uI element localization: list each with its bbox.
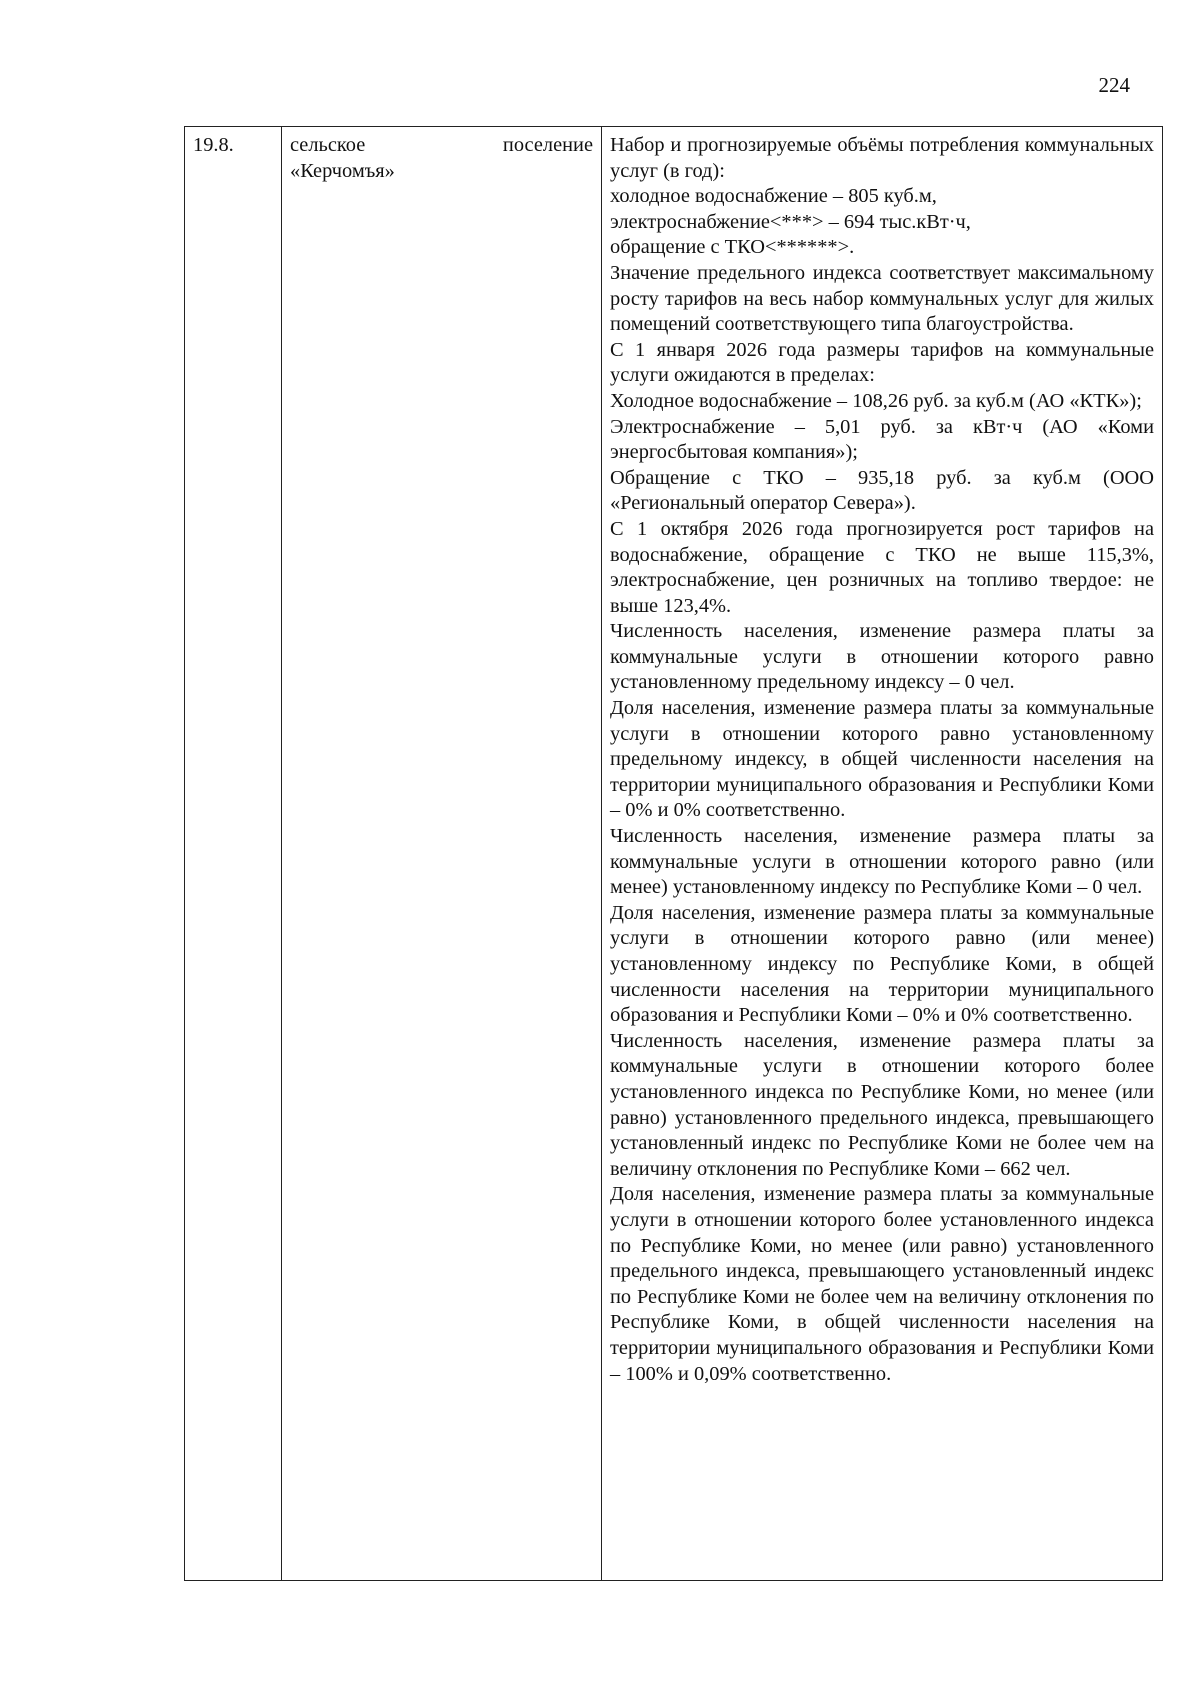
paragraph-electricity-volume: электроснабжение<***> – 694 тыс.кВт·ч, <box>610 210 971 233</box>
paragraph-electricity-tariff: Электроснабжение – 5,01 руб. за кВт·ч (АО «Коми энергосбытовая компания»); <box>610 415 1154 464</box>
paragraph-population-below-index: Численность населения, изменение размера платы за коммунальные услуги в отношении которого равно (или менее) установленному индексу по Республике Коми – 0 чел. <box>610 825 1154 899</box>
paragraph-cold-water-volume: холодное водоснабжение – 805 куб.м, <box>610 185 937 208</box>
table-row <box>185 127 1163 1581</box>
paragraph-cold-water-tariff: Холодное водоснабжение – 108,26 руб. за куб.м (АО «КТК»); <box>610 389 1142 412</box>
paragraph-population-above-index: Численность населения, изменение размера платы за коммунальные услуги в отношении которого более установленного индекса по Республике Коми, но менее (или равно) установленного предельного индекса, превышающего установленный индекс по Республике Коми не более чем на величину отклонения по Республике Коми – 662 чел. <box>610 1029 1154 1180</box>
paragraph-consumption-intro: Набор и прогнозируемые объёмы потребления коммунальных услуг (в год): <box>610 134 1154 182</box>
municipality-name: «Керчомъя» <box>290 159 395 182</box>
paragraph-share-above-index: Доля населения, изменение размера платы за коммунальные услуги в отношении которого более установленного индекса по Республике Коми, но менее (или равно) установленного предельного индекса, превышающего установленный индекс по Республике Коми не более чем на величину отклонения по Республике Коми, в общей численности населения на территории муниципального образования и Республики Коми – 100% и 0,09% соответственно. <box>610 1183 1154 1385</box>
paragraph-october-growth: С 1 октября 2026 года прогнозируется рост тарифов на водоснабжение, обращение с ТКО не выше 115,3%, электроснабжение, цен розничных на топливо твердое: не выше 123,4%. <box>610 517 1154 617</box>
paragraph-share-below-index: Доля населения, изменение размера платы за коммунальные услуги в отношении которого равно (или менее) установленному индексу по Республике Коми, в общей численности населения на территории муниципального образования и Республики Коми – 0% и 0% соответственно. <box>610 901 1154 1027</box>
municipality-type: сельское поселение <box>290 134 593 156</box>
page-number: 224 <box>1098 73 1130 97</box>
description-cell <box>602 127 1163 1581</box>
paragraph-index-meaning: Значение предельного индекса соответствует максимальному росту тарифов на весь набор коммунальных услуг для жилых помещений соответствующего типа благоустройства. <box>610 261 1154 336</box>
paragraph-waste-tariff: Обращение с ТКО – 935,18 руб. за куб.м (ООО «Региональный оператор Севера»). <box>610 466 1154 515</box>
paragraph-tariffs-intro: С 1 января 2026 года размеры тарифов на коммунальные услуги ожидаются в пределах: <box>610 338 1154 387</box>
paragraph-population-equal-limit: Численность населения, изменение размера платы за коммунальные услуги в отношении которого равно установленному предельному индексу – 0 чел. <box>610 620 1154 694</box>
row-number: 19.8. <box>193 134 234 156</box>
row-number-cell <box>185 127 282 1581</box>
tariff-table <box>184 126 1163 1581</box>
municipality-name-cell <box>282 127 602 1581</box>
paragraph-waste-handling: обращение с ТКО<******>. <box>610 236 855 259</box>
paragraph-share-equal-limit: Доля населения, изменение размера платы за коммунальные услуги в отношении которого равно установленному предельному индексу, в общей численности населения на территории муниципального образования и Республики Коми – 0% и 0% соответственно. <box>610 697 1154 822</box>
